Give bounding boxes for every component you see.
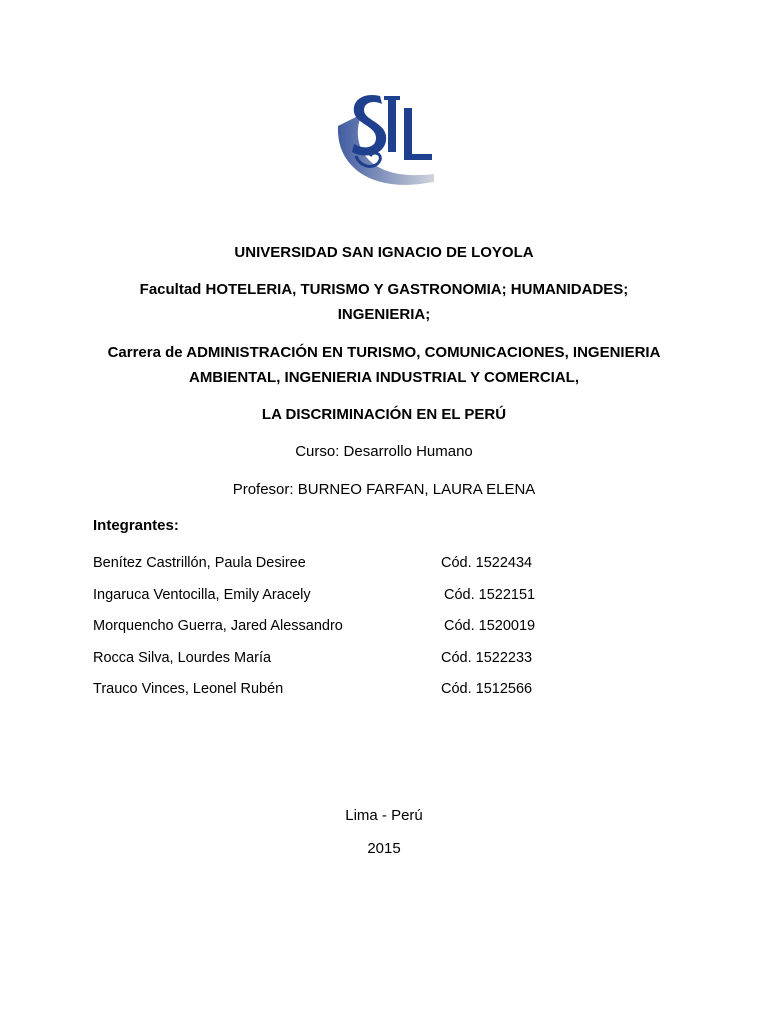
faculty-line-1: Facultad HOTELERIA, TURISMO Y GASTRONOMIA; HUMANIDADES; [139, 281, 629, 298]
member-code: Cód. 1522434 [441, 555, 533, 571]
member-code: Cód. 1522233 [441, 650, 533, 666]
member-row [93, 618, 693, 638]
professor: Profesor: BURNEO FARFAN, LAURA ELENA [232, 481, 536, 498]
faculty-line-2: INGENIERIA; [337, 306, 431, 323]
member-name: Rocca Silva, Lourdes María [93, 650, 272, 666]
career-line-2: AMBIENTAL, INGENIERIA INDUSTRIAL Y COMERCIAL, [188, 369, 579, 386]
member-code: Cód. 1520019 [444, 618, 536, 634]
member-code: Cód. 1522151 [444, 587, 536, 603]
members-label: Integrantes: [93, 517, 179, 534]
career-line-1: Carrera de ADMINISTRACIÓN EN TURISMO, COMUNICACIONES, INGENIERIA [107, 344, 661, 361]
member-name: Ingaruca Ventocilla, Emily Aracely [93, 587, 311, 603]
member-name: Benítez Castrillón, Paula Desiree [93, 555, 306, 571]
member-code: Cód. 1512566 [441, 681, 533, 697]
member-row [93, 650, 693, 670]
member-row [93, 681, 693, 701]
place: Lima - Perú [345, 807, 423, 824]
usil-logo [330, 86, 440, 190]
year: 2015 [367, 840, 401, 857]
course: Curso: Desarrollo Humano [295, 443, 473, 460]
member-row [93, 555, 693, 575]
member-name: Morquencho Guerra, Jared Alessandro [93, 618, 343, 634]
document-title: LA DISCRIMINACIÓN EN EL PERÚ [261, 406, 507, 423]
member-name: Trauco Vinces, Leonel Rubén [93, 681, 284, 697]
university-name: UNIVERSIDAD SAN IGNACIO DE LOYOLA [234, 244, 534, 261]
member-row [93, 587, 693, 607]
